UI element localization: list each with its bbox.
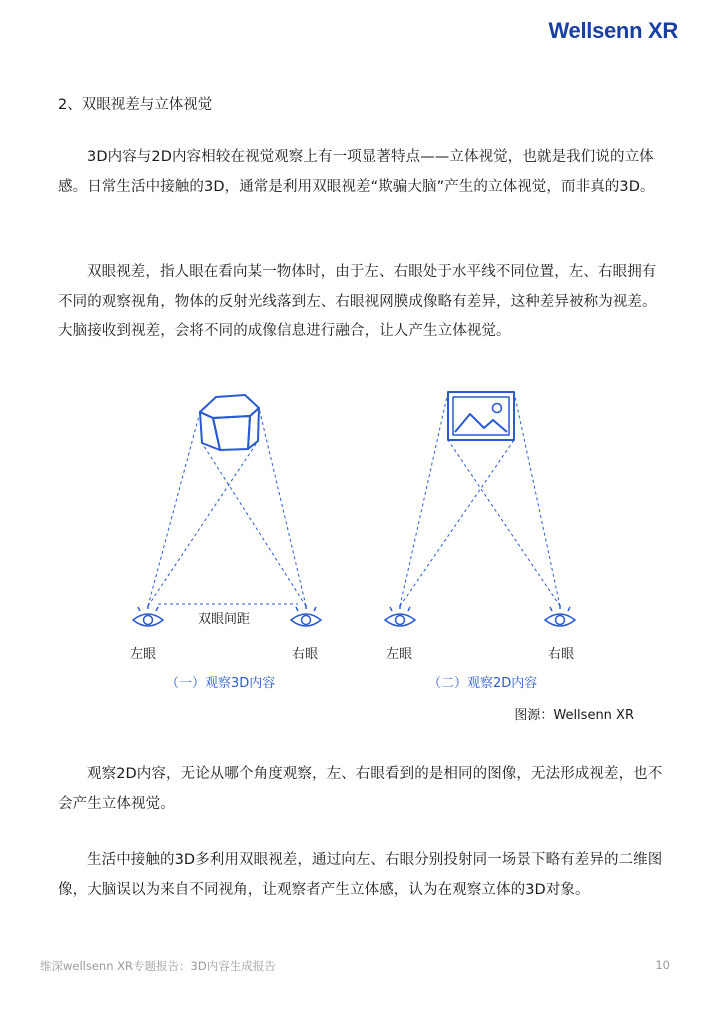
section-title: 2、双眼视差与立体视觉 (58, 97, 213, 113)
figure-source: 图源：Wellsenn XR (514, 708, 634, 723)
right-eye-icon-2d (545, 605, 575, 626)
footer-report-title: 维深wellsenn XR专题报告：3D内容生成报告 (40, 959, 276, 973)
right-eye-label-2d: 右眼 (548, 647, 575, 662)
right-eye-label-3d: 右眼 (292, 647, 319, 662)
left-eye-label-3d: 左眼 (130, 647, 157, 662)
sight-lines-3d (148, 408, 306, 606)
caption-3d: （一）观察3D内容 (166, 676, 276, 691)
paragraph-intro: 3D内容与2D内容相较在视觉观察上有一项显著特点——立体视觉，也就是我们说的立体感。日常生活中接触的3D，通常是利用双眼视差“欺骗大脑”产生的立体视觉，而非真的3D。 (58, 149, 655, 195)
left-eye-icon-2d (385, 605, 415, 626)
caption-2d: （二）观察2D内容 (428, 676, 538, 691)
picture-2d-icon (448, 392, 514, 440)
eye-distance-label: 双眼间距 (198, 612, 251, 627)
page-number: 10 (655, 958, 670, 972)
paragraph-binocular-disparity: 双眼视差，指人眼在看向某一物体时，由于左、右眼处于水平线不同位置，左、右眼拥有不同的观察视角，物体的反射光线落到左、右眼视网膜成像略有差异，这种差异被称为视差。大脑接收到视差，会将不同的成像信息进行融合，让人产生立体视觉。 (58, 264, 657, 339)
diagram-drawing (0, 370, 710, 700)
paragraph-2d-observation: 观察2D内容，无论从哪个角度观察，左、右眼看到的是相同的图像，无法形成视差，也不会产生立体视觉。 (58, 766, 663, 812)
right-eye-icon-3d (291, 605, 321, 626)
prism-3d-icon (200, 395, 259, 450)
binocular-diagram (0, 370, 710, 700)
brand-logo: Wellsenn XR (548, 18, 678, 43)
left-eye-label-2d: 左眼 (386, 647, 413, 662)
left-eye-icon-3d (133, 605, 163, 626)
paragraph-3d-in-life: 生活中接触的3D多利用双眼视差，通过向左、右眼分别投射同一场景下略有差异的二维图像，大脑误以为来自不同视角，让观察者产生立体感，认为在观察立体的3D对象。 (58, 852, 663, 898)
